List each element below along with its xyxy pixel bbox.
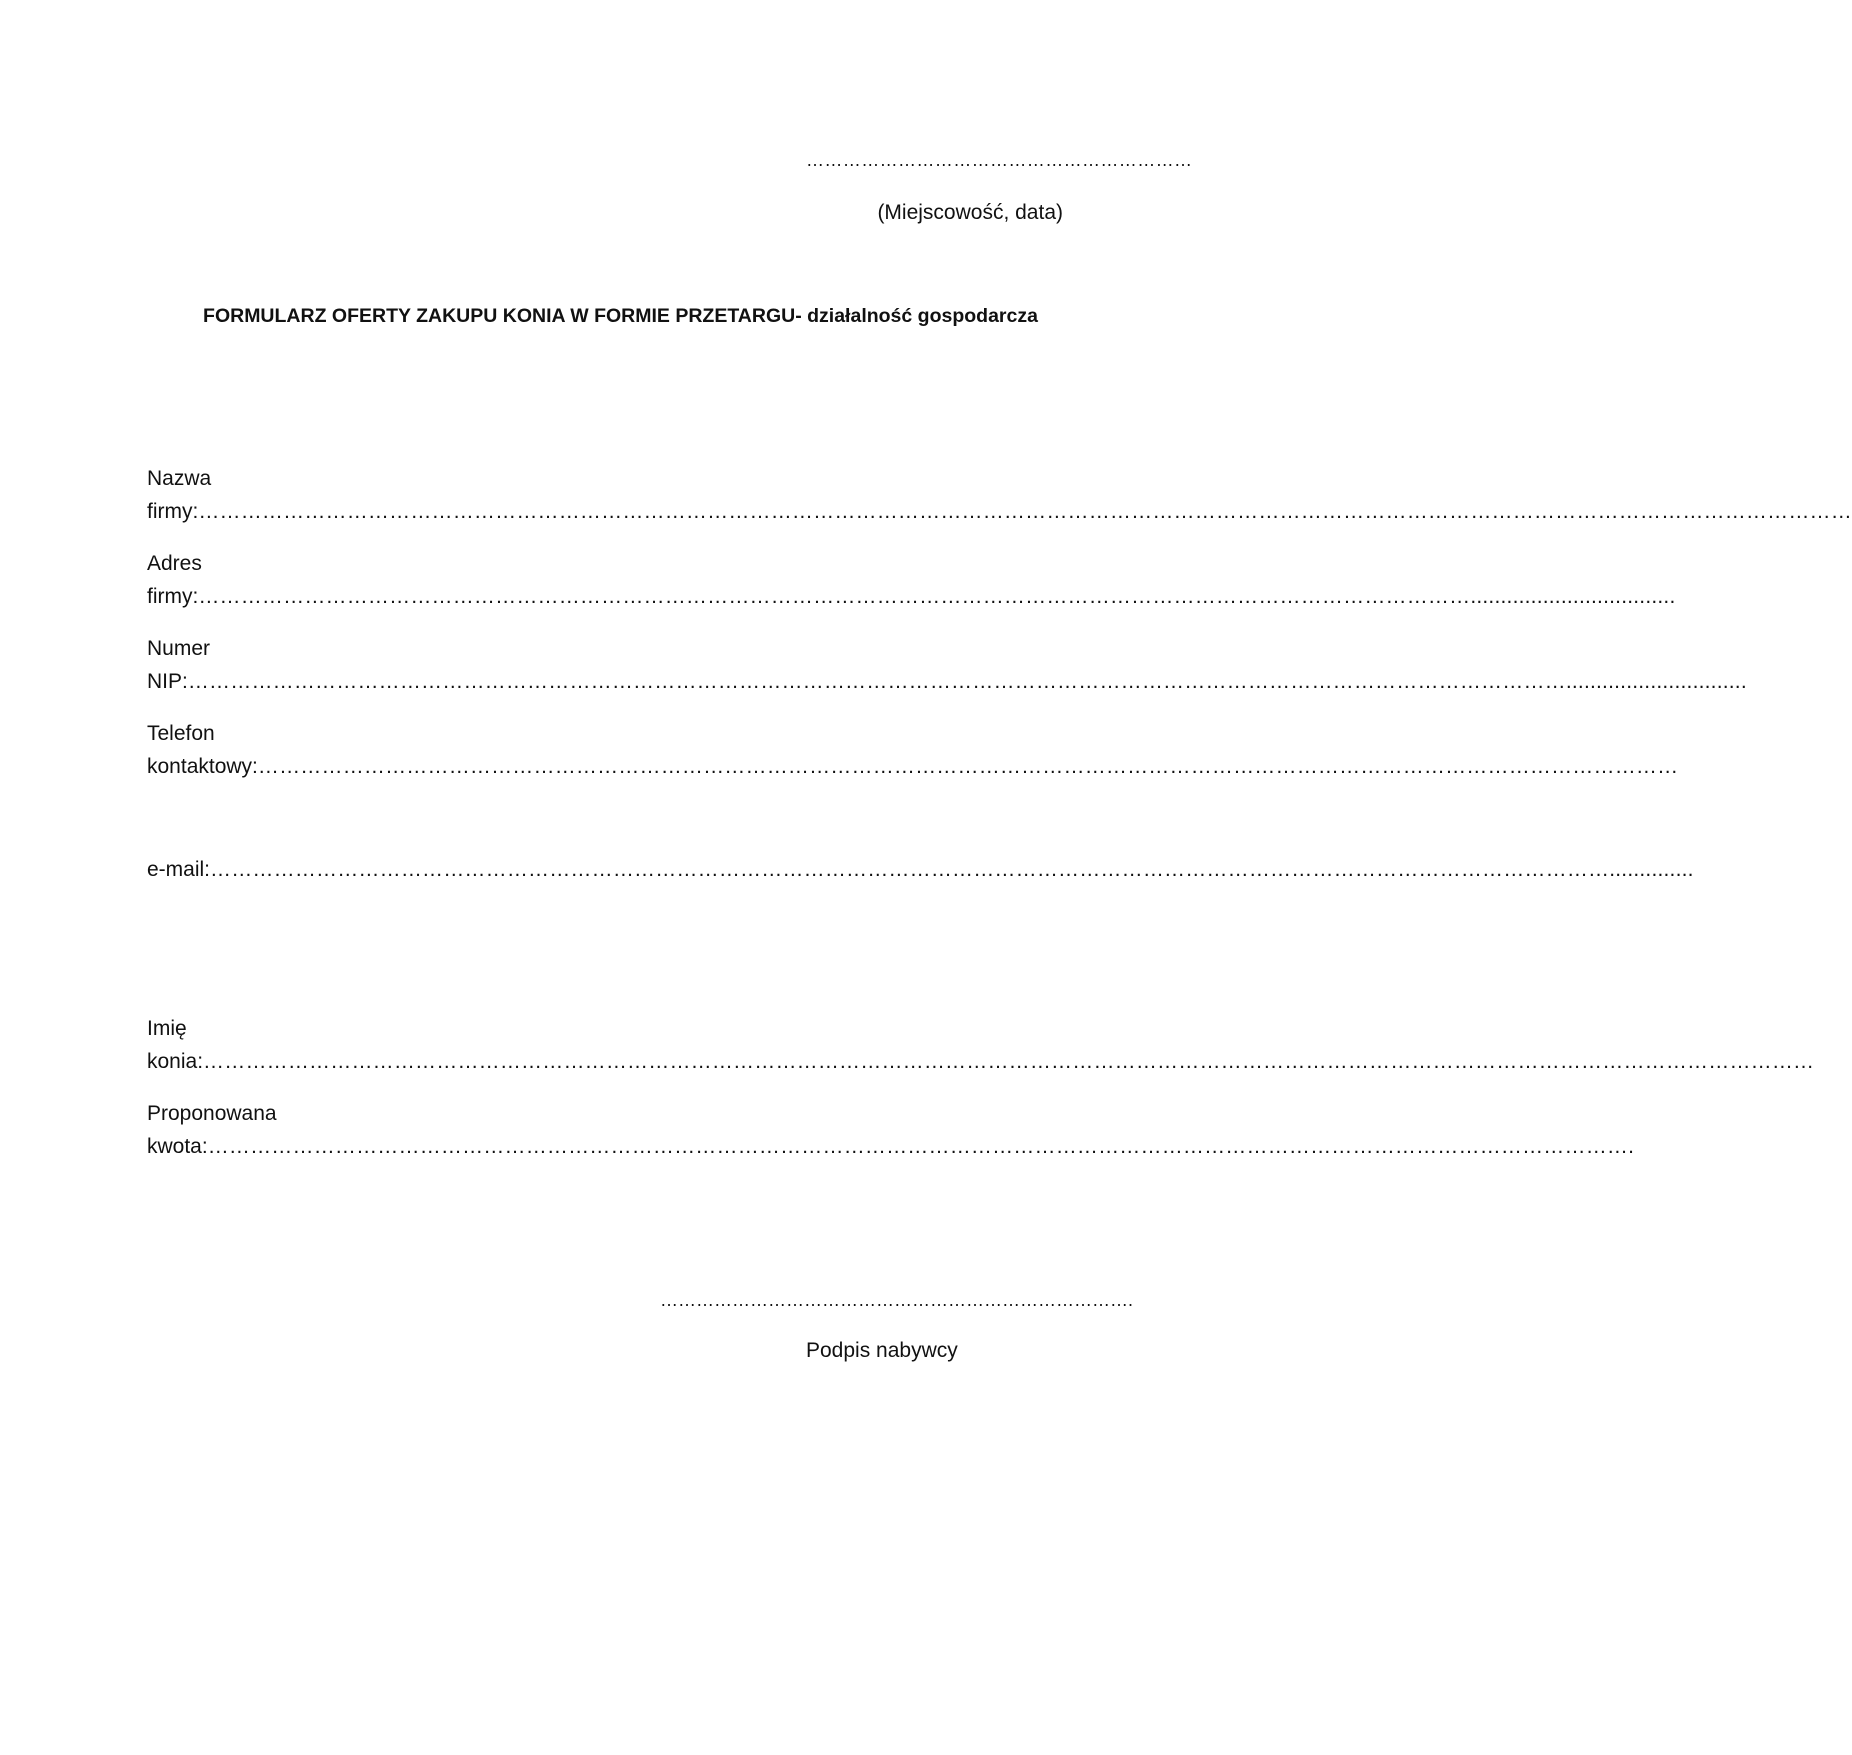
place-date-line: ……………………………………………………… [806, 150, 1193, 170]
field-nip-number [147, 632, 1747, 698]
signature-line: ……………………………………………………………………. [660, 1290, 1134, 1310]
fill-in-line: ………………………………………………………………………………………………………………………………………………………………………………… [257, 755, 1679, 778]
place-date-label: (Miejscowość, data) [877, 201, 1063, 224]
field-label: firmy: [147, 500, 199, 523]
fill-in-line: ………………………………………………………………………………………………………………………………………………………………………………………………………… [203, 1050, 1815, 1073]
form-title: FORMULARZ OFERTY ZAKUPU KONIA W FORMIE PRZETARGU- działalność gospodarcza [203, 305, 1038, 327]
field-label: Telefon [147, 722, 215, 745]
field-label: Numer [147, 637, 211, 660]
field-label: Adres [147, 552, 202, 575]
field-horse-name [147, 1012, 1815, 1078]
signature-label: Podpis nabywcy [806, 1339, 958, 1362]
field-company-address [147, 547, 1676, 613]
fill-in-line: ……………………………………………………………………………………………………………………………………………………………….................................. [198, 585, 1676, 608]
field-label: e-mail: [147, 858, 211, 881]
field-proposed-amount [147, 1097, 1635, 1163]
fill-in-line: ……………………………………………………………………………………………………………………………………………………………………………………………………………… [198, 500, 1852, 523]
fill-in-line: …………………………………………………………………………………………………………………………………………………………………………….............................. [187, 670, 1747, 693]
field-label: Imię [147, 1017, 187, 1040]
field-label: konia: [147, 1050, 204, 1073]
field-email [147, 853, 1694, 886]
field-company-name [147, 462, 1852, 528]
field-label: kontaktowy: [147, 755, 258, 778]
field-contact-phone [147, 717, 1679, 783]
field-label: kwota: [147, 1135, 208, 1158]
field-label: Nazwa [147, 467, 212, 490]
field-label: firmy: [147, 585, 199, 608]
field-label: NIP: [147, 670, 188, 693]
fill-in-line: ……………………………………………………………………………………………………………………………………………………………………………….............. [210, 858, 1694, 881]
field-label: Proponowana [147, 1102, 277, 1125]
fill-in-line: …………………………………………………………………………………………………………………………………………………………………………………. [207, 1135, 1635, 1158]
